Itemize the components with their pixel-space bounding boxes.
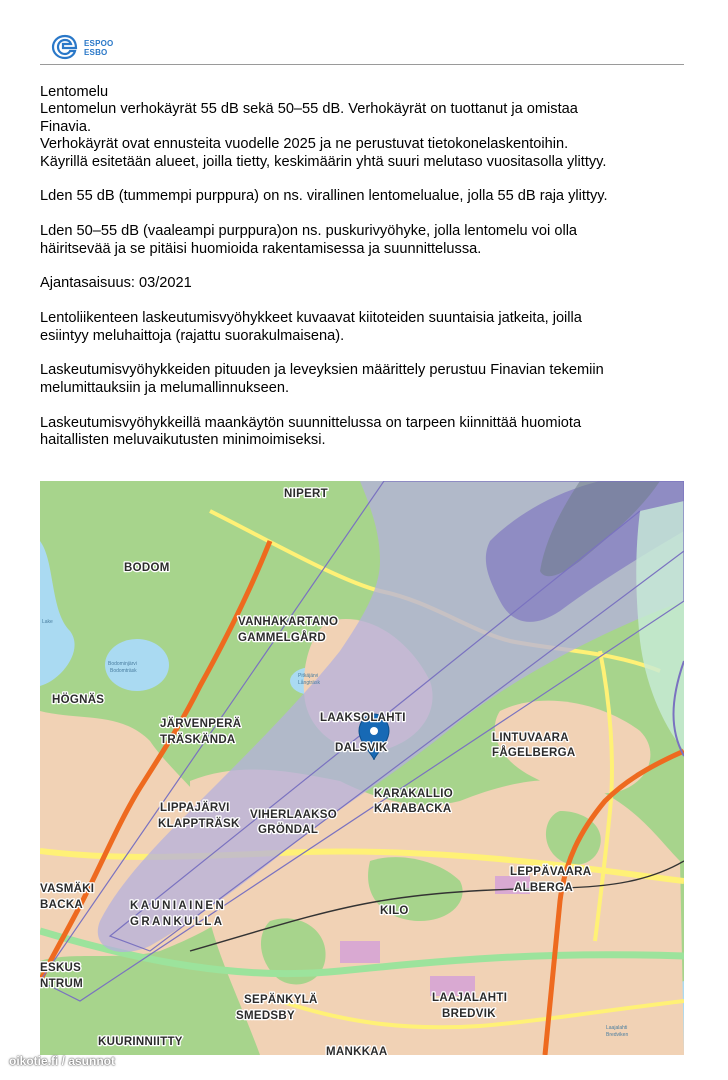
logo-line-1: ESPOO [84, 39, 114, 48]
label-backa: BACKA [40, 899, 84, 911]
lake-bodom-label-2: Bodomträsk [110, 668, 137, 674]
label-bodom: BODOM [124, 562, 170, 574]
label-jarvenpera: JÄRVENPERÄ [160, 718, 242, 730]
paragraph-6 [40, 362, 690, 397]
label-gammelgard: GAMMELGÅRD [238, 632, 326, 644]
label-karakallio: KARAKALLIO [374, 788, 454, 800]
label-grondal: GRÖNDAL [258, 824, 319, 836]
label-kuurinniitty: KUURINNIITTY [98, 1036, 183, 1048]
label-dalsvik: DALSVIK [335, 742, 388, 754]
page-header [40, 28, 684, 65]
label-laajalahti: LAAJALAHTI [432, 992, 508, 1004]
label-grankulla: GRANKULLA [130, 916, 225, 928]
label-kauniainen: KAUNIAINEN [130, 900, 227, 912]
p6-line-2: melumittauksiin ja melumallinnukseen. [40, 379, 290, 396]
p7-line-2: haitallisten meluvaikutusten minimoimiseksi. [40, 432, 326, 449]
label-vasmaki: VASMÄKI [40, 883, 95, 895]
p7-line-1: Laskeutumisvyöhykkeillä maankäytön suunnittelussa on tarpeen kiinnittää huomiota [40, 414, 582, 431]
logo-line-2: ESBO [84, 48, 108, 57]
lake-left-label: Lake [42, 619, 53, 625]
label-traskanda: TRÄSKÄNDA [160, 734, 236, 746]
bay-label-1: Laajalahti [606, 1025, 628, 1031]
label-karabacka: KARABACKA [374, 803, 452, 815]
watermark: oikotie.fi / asunnot [9, 1054, 116, 1068]
label-mankkaa: MANKKAA [326, 1046, 388, 1055]
label-lintuvaara: LINTUVAARA [492, 732, 569, 744]
paragraph-4: Ajantasaisuus: 03/2021 [40, 275, 192, 292]
label-eskus: ESKUS [40, 962, 82, 974]
map-canvas [40, 481, 684, 1055]
lake-pitka-label-2: Långträsk [298, 680, 320, 686]
p1-line-1: Lentomelun verhokäyrät 55 dB sekä 50–55 dB. Verhokäyrät on tuottanut ja omistaa [40, 101, 578, 118]
bay-label-2: Bredviken [606, 1032, 629, 1038]
logo-text [84, 39, 113, 57]
label-hognas: HÖGNÄS [52, 694, 105, 706]
paragraph-7 [40, 415, 690, 450]
p3-line-2: häiritsevää ja se pitäisi huomioida rakentamisessa ja suunnittelussa. [40, 240, 482, 257]
p1-line-3: Verhokäyrät ovat ennusteita vuodelle 2025 ja ne perustuvat tietokonelaskentoihin. [40, 136, 569, 153]
label-lippajarvi: LIPPAJÄRVI [160, 802, 230, 814]
commercial-zone-1 [340, 941, 380, 963]
paragraph-2: Lden 55 dB (tummempi purppura) on ns. virallinen lentomelualue, jolla 55 dB raja ylittyy. [40, 188, 608, 205]
label-leppavaara: LEPPÄVAARA [510, 866, 592, 878]
label-sepankyla: SEPÄNKYLÄ [244, 994, 318, 1006]
noise-map[interactable] [40, 481, 684, 1055]
lake-pitka-label-1: Pitkäjärvi [298, 673, 319, 679]
document-title: Lentomelu [40, 84, 109, 100]
paragraph-5 [40, 310, 690, 345]
document-body [40, 84, 690, 467]
label-fagelberga: FÅGELBERGA [492, 747, 576, 759]
espoo-logo-icon [50, 32, 80, 62]
label-ntrum: NTRUM [40, 978, 84, 990]
label-alberga: ALBERGA [514, 882, 573, 894]
p5-line-1: Lentoliikenteen laskeutumisvyöhykkeet kuvaavat kiitoteiden suuntaisia jatkeita, joilla [40, 310, 582, 327]
p1-line-2: Finavia. [40, 118, 92, 135]
paragraph-3 [40, 223, 690, 258]
label-smedsby: SMEDSBY [236, 1010, 295, 1022]
label-klapptrask: KLAPPTRÄSK [158, 818, 240, 830]
p6-line-1: Laskeutumisvyöhykkeiden pituuden ja leveyksien määrittely perustuu Finavian tekemiin [40, 362, 604, 379]
label-bredvik: BREDVIK [442, 1008, 496, 1020]
label-vanhakartano: VANHAKARTANO [238, 616, 339, 628]
lake-bodom-label-1: Bodominjärvi [108, 661, 137, 667]
label-viherlaakso: VIHERLAAKSO [250, 809, 338, 821]
label-laaksolahti: LAAKSOLAHTI [320, 712, 406, 724]
label-kilo: KILO [380, 905, 409, 917]
espoo-logo[interactable] [50, 32, 130, 62]
label-nipert: NIPERT [284, 488, 328, 500]
p5-line-2: esiintyy meluhaittoja (rajattu suorakulmaisena). [40, 327, 345, 344]
p3-line-1: Lden 50–55 dB (vaaleampi purppura)on ns. puskurivyöhyke, jolla lentomelu voi olla [40, 223, 578, 240]
p1-line-4: Käyrillä esitetään alueet, joilla tietty, keskimäärin yhtä suuri melutaso vuositasolla ylittyy. [40, 153, 607, 170]
paragraph-1 [40, 84, 690, 171]
